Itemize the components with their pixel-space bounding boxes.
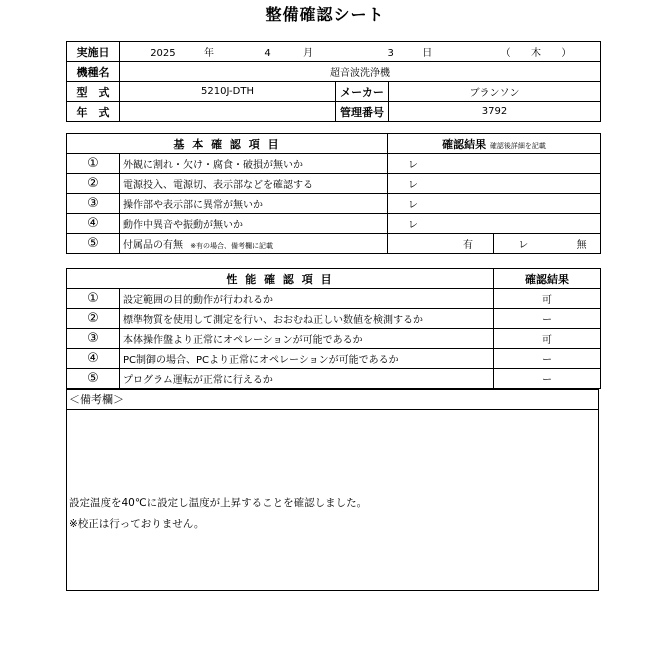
result-value: ー <box>494 369 601 389</box>
mgmt-label: 管理番号 <box>336 102 389 122</box>
date-day: 3 <box>387 48 394 59</box>
info-table <box>66 41 601 122</box>
item-text: 外観に割れ・欠け・腐食・破損が無いか <box>120 154 388 174</box>
item-text <box>120 234 388 254</box>
result-value: ー <box>494 349 601 369</box>
type-value: 5210J-DTH <box>120 82 336 102</box>
item-text: 設定範囲の目的動作が行われるか <box>120 289 494 309</box>
table-row <box>67 309 601 329</box>
date-year: 2025 <box>150 48 176 59</box>
remarks-box <box>66 389 599 591</box>
check-mark: レ <box>388 194 601 214</box>
year-model-value <box>120 102 336 122</box>
result-value: ー <box>494 309 601 329</box>
model-row <box>67 62 601 82</box>
table-row <box>67 154 601 174</box>
date-month: 4 <box>264 48 271 59</box>
type-row <box>67 82 601 102</box>
accessory-note: ※有の場合、備考欄に記載 <box>190 242 274 250</box>
table-row <box>67 349 601 369</box>
check-mark: レ <box>388 174 601 194</box>
item-text: 電源投入、電源切、表示部などを確認する <box>120 174 388 194</box>
performance-header-row <box>67 269 601 289</box>
remarks-line-1: 設定温度を40℃に設定し温度が上昇することを確認しました。 <box>69 497 368 509</box>
page-title: 整備確認シート <box>265 5 385 24</box>
basic-result-header <box>388 134 601 154</box>
performance-check-table <box>66 268 601 389</box>
accessory-row <box>67 234 601 254</box>
item-number: ① <box>67 289 120 309</box>
check-mark: レ <box>388 214 601 234</box>
item-number: ② <box>67 174 120 194</box>
maker-value: ブランソン <box>389 82 601 102</box>
accessory-no-cell <box>494 234 601 254</box>
item-number: ⑤ <box>67 369 120 389</box>
table-row <box>67 214 601 234</box>
year-model-row <box>67 102 601 122</box>
model-value: 超音波洗浄機 <box>120 62 601 82</box>
item-text: 本体操作盤より正常にオペレーションが可能であるか <box>120 329 494 349</box>
result-value: 可 <box>494 289 601 309</box>
table-row <box>67 329 601 349</box>
item-text: PC制御の場合、PCより正常にオペレーションが可能であるか <box>120 349 494 369</box>
item-number: ② <box>67 309 120 329</box>
item-number: ③ <box>67 194 120 214</box>
table-row <box>67 174 601 194</box>
date-value <box>120 42 601 62</box>
item-text: 動作中異音や振動が無いか <box>120 214 388 234</box>
model-label: 機種名 <box>67 62 120 82</box>
remarks-header: ＜備考欄＞ <box>67 390 598 410</box>
remarks-line-2: ※校正は行っておりません。 <box>69 518 205 530</box>
accessory-yes: 有 <box>388 234 494 254</box>
item-number: ④ <box>67 349 120 369</box>
weekday-close: ） <box>561 48 572 59</box>
basic-result-label: 確認結果 <box>442 137 487 151</box>
check-mark: レ <box>388 154 601 174</box>
date-day-unit: 日 <box>422 48 433 59</box>
date-label: 実施日 <box>67 42 120 62</box>
accessory-check-mark: レ <box>518 240 529 251</box>
performance-result-header: 確認結果 <box>494 269 601 289</box>
table-row <box>67 289 601 309</box>
result-value: 可 <box>494 329 601 349</box>
date-year-unit: 年 <box>204 48 215 59</box>
basic-check-table <box>66 133 601 254</box>
item-number: ① <box>67 154 120 174</box>
basic-result-note: 確認後詳細を記載 <box>489 141 546 150</box>
year-model-label: 年 式 <box>67 102 120 122</box>
basic-header: 基 本 確 認 項 目 <box>67 134 388 154</box>
type-label: 型 式 <box>67 82 120 102</box>
date-row <box>67 42 601 62</box>
weekday-open: （ <box>500 48 511 59</box>
item-number: ⑤ <box>67 234 120 254</box>
accessory-label: 付属品の有無 <box>123 240 183 251</box>
basic-header-row <box>67 134 601 154</box>
performance-header: 性 能 確 認 項 目 <box>67 269 494 289</box>
table-row <box>67 369 601 389</box>
maker-label: メーカー <box>336 82 389 102</box>
item-number: ④ <box>67 214 120 234</box>
date-weekday: 木 <box>531 48 542 59</box>
date-month-unit: 月 <box>303 48 314 59</box>
accessory-no: 無 <box>576 240 587 251</box>
item-text: 標準物質を使用して測定を行い、おおむね正しい数値を検測するか <box>120 309 494 329</box>
mgmt-value: 3792 <box>389 102 601 122</box>
item-text: 操作部や表示部に異常が無いか <box>120 194 388 214</box>
table-row <box>67 194 601 214</box>
item-text: プログラム運転が正常に行えるか <box>120 369 494 389</box>
item-number: ③ <box>67 329 120 349</box>
